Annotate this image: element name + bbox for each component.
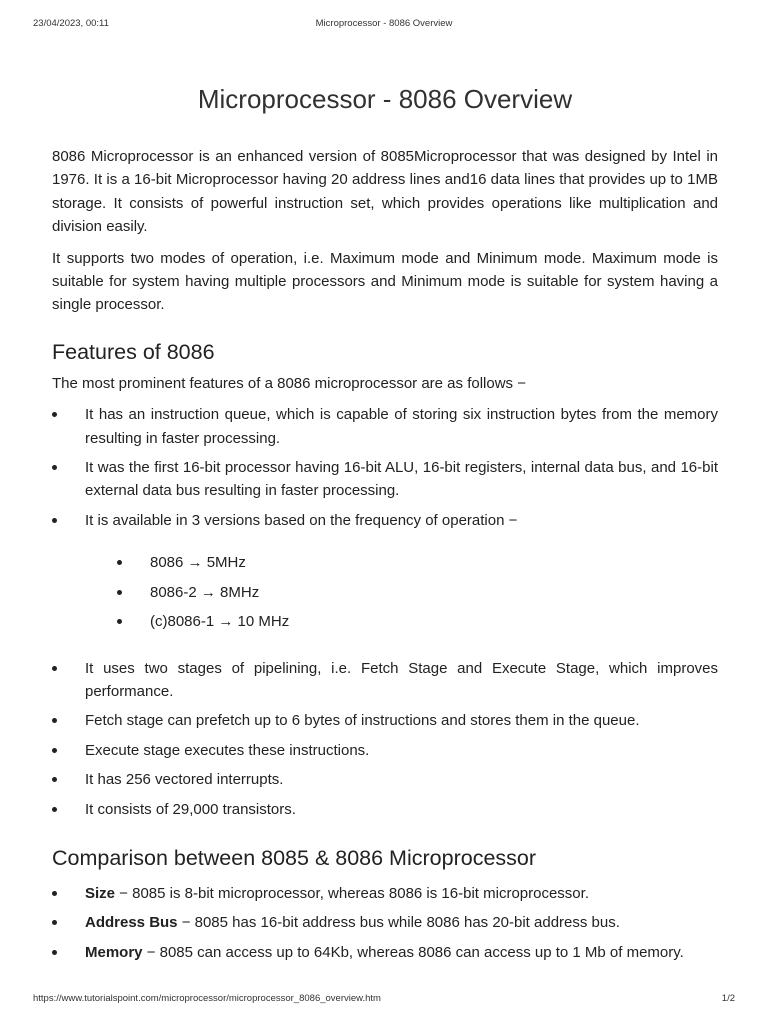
list-item-text: Fetch stage can prefetch up to 6 bytes of instructions and stores them in the queue.	[85, 712, 640, 730]
comparison-text: − 8085 is 8-bit microprocessor, whereas 8086 is 16-bit microprocessor.	[115, 884, 589, 902]
versions-list	[85, 551, 718, 633]
version-item	[117, 551, 718, 574]
list-item	[52, 739, 718, 762]
comparison-term: Address Bus	[85, 914, 178, 932]
bullet-icon	[52, 777, 57, 782]
list-item	[52, 456, 718, 503]
print-footer	[0, 993, 768, 1007]
list-item-text: It has an instruction queue, which is capable of storing six instruction bytes from the memory resulting in faster processing.	[85, 406, 718, 447]
print-title: Microprocessor - 8086 Overview	[315, 18, 453, 29]
features-heading: Features of 8086	[52, 339, 215, 364]
intro-paragraph: 8086 Microprocessor is an enhanced version of 8085Microprocessor that was designed by Intel in 1976. It is a 16-bit Microprocessor having 20 address lines and16 data lines that provides up to 1MB storage. It consists of powerful instruction set, which provides operations like multiplication and division easily.	[52, 148, 718, 236]
bullet-icon	[52, 412, 57, 417]
version-text: 8086 → 5MHz	[150, 554, 246, 572]
comparison-text: − 8085 has 16-bit address bus while 8086 has 20-bit address bus.	[177, 914, 620, 932]
print-date: 23/04/2023, 00:11	[33, 18, 109, 29]
version-item	[117, 610, 718, 633]
list-item	[52, 657, 718, 704]
page-number: 1/2	[721, 993, 735, 1004]
list-item	[52, 509, 718, 634]
features-list	[52, 403, 718, 633]
comparison-item	[52, 941, 718, 964]
bullet-icon	[52, 950, 57, 955]
bullet-icon	[52, 518, 57, 523]
comparison-list	[52, 882, 718, 964]
bullet-icon	[117, 590, 122, 595]
version-text: (c)8086-1 → 10 MHz	[150, 613, 290, 631]
comparison-item	[52, 882, 718, 905]
page-url: https://www.tutorialspoint.com/microprocessor/microprocessor_8086_overview.htm	[33, 993, 381, 1004]
list-item-text: It is available in 3 versions based on the frequency of operation −	[85, 511, 518, 529]
features-lead: The most prominent features of a 8086 microprocessor are as follows −	[52, 374, 526, 392]
page-title: Microprocessor - 8086 Overview	[197, 84, 573, 114]
bullet-icon	[52, 807, 57, 812]
bullet-icon	[52, 465, 57, 470]
features-list-continued	[52, 657, 718, 821]
bullet-icon	[52, 920, 57, 925]
print-header	[0, 18, 768, 32]
list-item-text: It consists of 29,000 transistors.	[85, 800, 296, 818]
comparison-heading: Comparison between 8085 & 8086 Microprocessor	[52, 845, 537, 870]
comparison-term: Size	[85, 884, 116, 902]
list-item-text: It has 256 vectored interrupts.	[85, 771, 284, 789]
bullet-icon	[117, 619, 122, 624]
list-item	[52, 403, 718, 450]
list-item-text: Execute stage executes these instructions.	[85, 741, 370, 759]
list-item-text: It uses two stages of pipelining, i.e. Fetch Stage and Execute Stage, which improves performance.	[85, 659, 718, 700]
comparison-term: Memory	[85, 943, 143, 961]
list-item-text: It was the first 16-bit processor having 16-bit ALU, 16-bit registers, internal data bus, and 16-bit external data bus resulting in faster processing.	[85, 459, 718, 500]
article	[52, 82, 718, 961]
bullet-icon	[117, 560, 122, 565]
version-item	[117, 581, 718, 604]
bullet-icon	[52, 891, 57, 896]
bullet-icon	[52, 718, 57, 723]
list-item	[52, 798, 718, 821]
intro-paragraph: It supports two modes of operation, i.e. Maximum mode and Minimum mode. Maximum mode is suitable for system having multiple processors and Minimum mode is suitable for system having a single processor.	[52, 249, 718, 314]
comparison-item	[52, 911, 718, 934]
list-item	[52, 768, 718, 791]
comparison-text: − 8085 can access up to 64Kb, whereas 8086 can access up to 1 Mb of memory.	[142, 943, 684, 961]
list-item	[52, 709, 718, 732]
version-text: 8086-2 → 8MHz	[150, 583, 260, 601]
bullet-icon	[52, 748, 57, 753]
bullet-icon	[52, 666, 57, 671]
